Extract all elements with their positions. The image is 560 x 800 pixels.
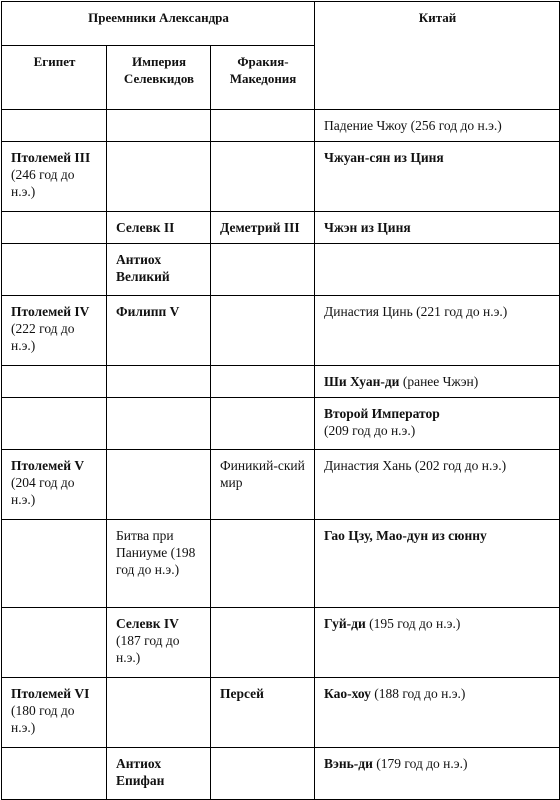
chronology-table xyxy=(1,1,560,800)
cell-egypt xyxy=(2,296,107,366)
cell-china xyxy=(315,520,560,608)
header-thrace: Фракия-Македония xyxy=(211,46,315,110)
china-bold: Гао Цзу, Мао-дун из сюнну xyxy=(324,528,487,543)
header-seleucid: Империя Селевкидов xyxy=(107,46,211,110)
cell-thrace xyxy=(211,212,315,244)
cell-china xyxy=(315,296,560,366)
table-row xyxy=(2,296,560,366)
cell-seleucid xyxy=(107,748,211,800)
seleucid-bold: Антиох Епифан xyxy=(116,756,165,788)
cell-china xyxy=(315,244,560,296)
cell-china xyxy=(315,110,560,142)
china-text: (188 год до н.э.) xyxy=(370,686,466,701)
cell-seleucid xyxy=(107,450,211,520)
cell-thrace xyxy=(211,450,315,520)
thrace-bold: Персей xyxy=(220,686,264,701)
seleucid-bold: Антиох Великий xyxy=(116,252,170,284)
china-bold: Гуй-ди xyxy=(324,616,366,631)
egypt-bold: Птолемей V xyxy=(11,458,85,473)
cell-egypt xyxy=(2,678,107,748)
seleucid-text: Битва при Паниуме (198 год до н.э.) xyxy=(116,528,196,577)
table-row xyxy=(2,608,560,678)
seleucid-text: (187 год до н.э.) xyxy=(116,633,180,665)
cell-thrace xyxy=(211,366,315,398)
china-text: Династия Цинь (221 год до н.э.) xyxy=(324,304,508,319)
header-egypt: Египет xyxy=(2,46,107,110)
cell-egypt xyxy=(2,244,107,296)
cell-seleucid xyxy=(107,142,211,212)
cell-china xyxy=(315,608,560,678)
cell-egypt xyxy=(2,748,107,800)
egypt-text: (204 год до н.э.) xyxy=(11,475,75,507)
cell-china xyxy=(315,212,560,244)
cell-egypt xyxy=(2,142,107,212)
table-row xyxy=(2,366,560,398)
egypt-bold: Птолемей IV xyxy=(11,304,90,319)
china-bold: Ши Хуан-ди xyxy=(324,374,400,389)
china-text: Династия Хань (202 год до н.э.) xyxy=(324,458,507,473)
header-china: Китай xyxy=(315,2,560,110)
china-bold: Чжэн из Циня xyxy=(324,220,411,235)
cell-seleucid xyxy=(107,110,211,142)
seleucid-bold: Селевк IV xyxy=(116,616,179,631)
cell-egypt xyxy=(2,110,107,142)
cell-seleucid xyxy=(107,296,211,366)
china-bold: Као-хоу xyxy=(324,686,371,701)
header-successors: Преемники Александра xyxy=(2,2,315,46)
cell-thrace xyxy=(211,678,315,748)
china-text: (195 год до н.э.) xyxy=(365,616,461,631)
cell-seleucid xyxy=(107,366,211,398)
seleucid-bold: Филипп V xyxy=(116,304,180,319)
cell-thrace xyxy=(211,296,315,366)
cell-thrace xyxy=(211,520,315,608)
china-text: (209 год до н.э.) xyxy=(324,423,416,438)
table-row xyxy=(2,748,560,800)
table-row xyxy=(2,212,560,244)
cell-thrace xyxy=(211,142,315,212)
cell-egypt xyxy=(2,520,107,608)
egypt-bold: Птолемей VI xyxy=(11,686,90,701)
cell-seleucid xyxy=(107,678,211,748)
egypt-text: (246 год до н.э.) xyxy=(11,167,75,199)
cell-china xyxy=(315,748,560,800)
china-text: Падение Чжоу (256 год до н.э.) xyxy=(324,118,502,133)
table-row xyxy=(2,244,560,296)
cell-china xyxy=(315,398,560,450)
table-row xyxy=(2,110,560,142)
table-row xyxy=(2,520,560,608)
table-row xyxy=(2,142,560,212)
china-text: (ранее Чжэн) xyxy=(399,374,479,389)
china-bold: Второй Император xyxy=(324,406,440,421)
cell-egypt xyxy=(2,450,107,520)
cell-seleucid xyxy=(107,608,211,678)
cell-china xyxy=(315,450,560,520)
cell-seleucid xyxy=(107,398,211,450)
china-bold: Чжуан-сян из Циня xyxy=(324,150,444,165)
cell-thrace xyxy=(211,244,315,296)
cell-thrace xyxy=(211,110,315,142)
cell-egypt xyxy=(2,398,107,450)
cell-seleucid xyxy=(107,520,211,608)
cell-thrace xyxy=(211,608,315,678)
egypt-bold: Птолемей III xyxy=(11,150,91,165)
table-row xyxy=(2,678,560,748)
cell-seleucid xyxy=(107,244,211,296)
cell-egypt xyxy=(2,212,107,244)
china-bold: Вэнь-ди xyxy=(324,756,373,771)
cell-china xyxy=(315,366,560,398)
seleucid-bold: Селевк II xyxy=(116,220,175,235)
cell-china xyxy=(315,678,560,748)
cell-thrace xyxy=(211,748,315,800)
table-row xyxy=(2,450,560,520)
table-row xyxy=(2,398,560,450)
egypt-text: (180 год до н.э.) xyxy=(11,703,75,735)
china-text: (179 год до н.э.) xyxy=(372,756,468,771)
cell-china xyxy=(315,142,560,212)
cell-thrace xyxy=(211,398,315,450)
cell-seleucid xyxy=(107,212,211,244)
egypt-text: (222 год до н.э.) xyxy=(11,321,75,353)
cell-egypt xyxy=(2,366,107,398)
thrace-bold: Деметрий III xyxy=(220,220,300,235)
cell-egypt xyxy=(2,608,107,678)
thrace-text: Финикий-ский мир xyxy=(220,458,305,490)
